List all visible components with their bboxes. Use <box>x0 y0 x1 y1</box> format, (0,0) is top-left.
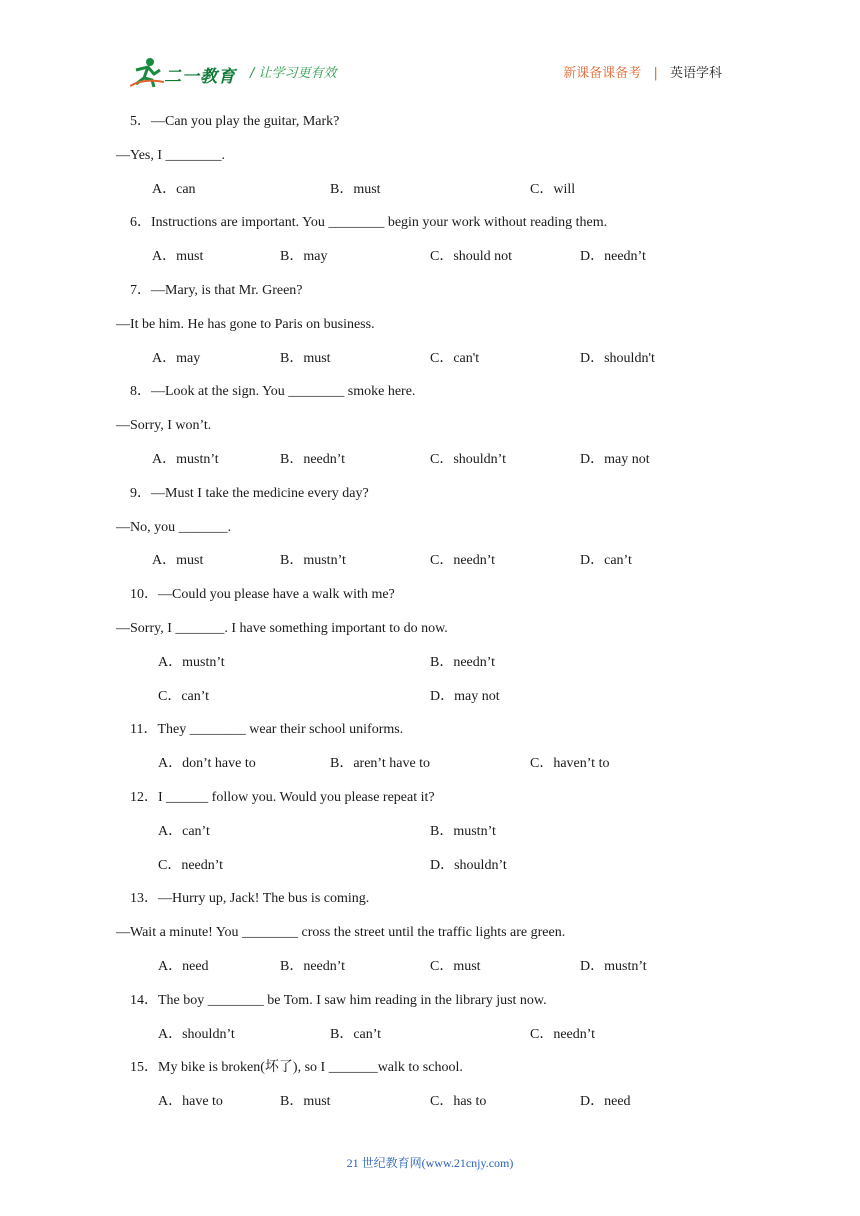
answer-option[interactable]: A．mustn’t <box>158 654 225 670</box>
header-course-label: 新课备课备考 <box>563 66 642 81</box>
options-row <box>130 653 750 687</box>
answer-option[interactable]: A．don’t have to <box>158 756 256 772</box>
answer-option[interactable]: B．may <box>280 249 328 265</box>
header-right <box>563 62 722 81</box>
answer-option[interactable]: A．must <box>152 249 204 265</box>
question-dialogue-line: —It be him. He has gone to Paris on business. <box>116 316 375 332</box>
answer-option[interactable]: B．must <box>280 350 331 366</box>
answer-option[interactable]: D．may not <box>580 451 650 467</box>
answer-option[interactable]: C．can’t <box>158 688 210 704</box>
question-stem: 15．My bike is broken(坏了), so I _______walk to school. <box>130 1060 463 1076</box>
answer-option[interactable]: B．aren’t have to <box>330 756 431 772</box>
answer-option[interactable]: A．may <box>152 350 201 366</box>
question-stem: 10．—Could you please have a walk with me? <box>130 587 395 603</box>
question-item <box>116 889 750 990</box>
options-row <box>130 822 750 856</box>
answer-option[interactable]: D．may not <box>430 688 500 704</box>
answer-option[interactable]: C．can't <box>430 350 480 366</box>
answer-option[interactable]: D．mustn’t <box>580 958 647 974</box>
options-row <box>130 957 750 991</box>
answer-option[interactable]: A．have to <box>158 1094 223 1110</box>
answer-option[interactable]: C．haven’t to <box>530 756 610 772</box>
answer-option[interactable]: C．shouldn’t <box>430 451 506 467</box>
question-dialogue-line: —Wait a minute! You ________ cross the street until the traffic lights are green. <box>116 925 566 941</box>
answer-option[interactable]: A．need <box>158 958 209 974</box>
answer-option[interactable]: B．needn’t <box>430 654 496 670</box>
answer-option[interactable]: A．must <box>152 553 204 569</box>
answer-option[interactable]: B．needn’t <box>280 451 346 467</box>
options-row <box>130 687 750 721</box>
question-stem: 12．I ______ follow you. Would you please repeat it? <box>130 789 435 805</box>
question-stem: 14．The boy ________ be Tom. I saw him reading in the library just now. <box>130 992 547 1008</box>
answer-option[interactable]: B．mustn’t <box>280 553 346 569</box>
page-header <box>130 56 730 92</box>
options-row <box>130 1025 750 1059</box>
runner-logo-icon <box>130 56 164 88</box>
options-row <box>130 551 750 585</box>
answer-option[interactable]: B．must <box>280 1094 331 1110</box>
answer-option[interactable]: C．needn’t <box>158 857 224 873</box>
answer-option[interactable]: A．shouldn’t <box>158 1026 235 1042</box>
logo-text: 二一教育 <box>164 67 236 87</box>
question-stem: 7．—Mary, is that Mr. Green? <box>130 282 303 298</box>
answer-option[interactable]: C．has to <box>430 1094 487 1110</box>
question-item <box>130 213 750 281</box>
slogan: / 让学习更有效 <box>250 66 337 81</box>
options-row <box>130 856 750 890</box>
question-stem: 11．They ________ wear their school uniforms. <box>130 722 404 738</box>
question-stem: 13．—Hurry up, Jack! The bus is coming. <box>130 891 370 907</box>
logo <box>130 56 240 90</box>
question-item <box>130 720 750 788</box>
answer-option[interactable]: B．can’t <box>330 1026 382 1042</box>
question-dialogue-line: —Sorry, I won’t. <box>116 418 212 434</box>
question-dialogue-line: —No, you _______. <box>116 519 232 535</box>
answer-option[interactable]: C．must <box>430 958 481 974</box>
page-footer: 21 世纪教育网(www.21cnjy.com) <box>346 1156 514 1170</box>
header-separator: | <box>653 66 658 81</box>
answer-option[interactable]: B．must <box>330 181 381 197</box>
answer-option[interactable]: A．can <box>152 181 196 197</box>
question-dialogue-line: —Yes, I ________. <box>116 147 226 163</box>
question-item <box>116 585 750 720</box>
answer-option[interactable]: C．should not <box>430 249 513 265</box>
question-item <box>130 991 750 1059</box>
question-item <box>130 1058 750 1126</box>
options-row <box>130 1092 750 1126</box>
options-row <box>130 247 750 281</box>
question-stem: 6．Instructions are important. You ________ begin your work without reading them. <box>130 215 608 231</box>
options-row <box>130 349 750 383</box>
answer-option[interactable]: D．needn’t <box>580 249 646 265</box>
answer-option[interactable]: A．can’t <box>158 823 210 839</box>
question-stem: 8．—Look at the sign. You ________ smoke here. <box>130 384 416 400</box>
question-list <box>116 112 750 1126</box>
options-row <box>130 754 750 788</box>
options-row <box>130 450 750 484</box>
question-stem: 5．—Can you play the guitar, Mark? <box>130 114 340 129</box>
answer-option[interactable]: D．need <box>580 1094 631 1110</box>
header-subject-label: 英语学科 <box>669 66 722 81</box>
answer-option[interactable]: C．needn’t <box>430 553 496 569</box>
answer-option[interactable]: D．shouldn’t <box>430 857 507 873</box>
answer-option[interactable]: C．will <box>530 181 576 197</box>
answer-option[interactable]: B．needn’t <box>280 958 346 974</box>
question-item <box>116 281 750 382</box>
answer-option[interactable]: D．can’t <box>580 553 632 569</box>
question-item <box>130 788 750 889</box>
question-item <box>116 382 750 483</box>
answer-option[interactable]: C．needn’t <box>530 1026 596 1042</box>
question-item <box>116 112 750 213</box>
answer-option[interactable]: A．mustn’t <box>152 451 219 467</box>
answer-option[interactable]: B．mustn’t <box>430 823 496 839</box>
options-row <box>130 180 750 214</box>
question-dialogue-line: —Sorry, I _______. I have something important to do now. <box>116 620 448 636</box>
question-item <box>116 484 750 585</box>
question-stem: 9．—Must I take the medicine every day? <box>130 485 369 501</box>
answer-option[interactable]: D．shouldn't <box>580 350 655 366</box>
